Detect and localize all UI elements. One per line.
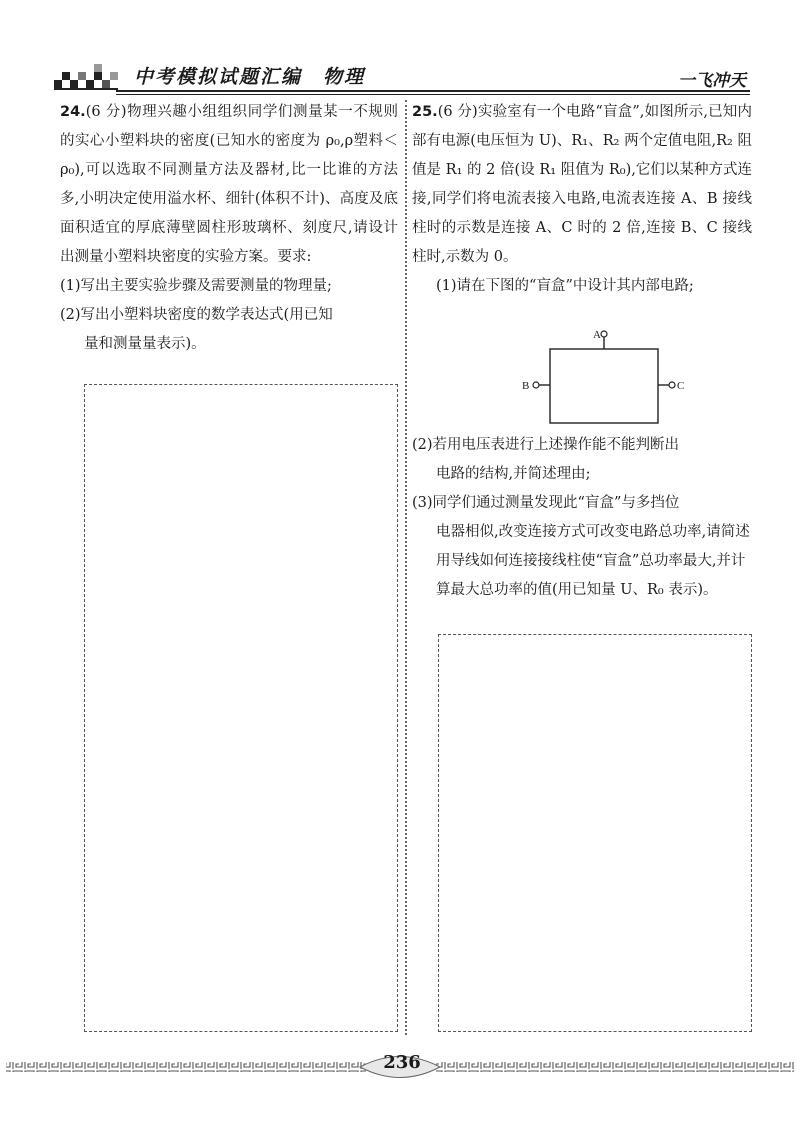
q25-answer-box[interactable] bbox=[438, 634, 752, 1032]
q24-sub2-line2: 量和测量量表示)。 bbox=[84, 336, 206, 352]
q25-sub2-line2: 电路的结构,并简述理由; bbox=[436, 466, 591, 482]
header-rule-thin bbox=[116, 94, 750, 95]
q24-number: 24. bbox=[60, 104, 86, 120]
page-number: 236 bbox=[383, 1052, 421, 1073]
q25-intro bbox=[412, 98, 752, 272]
terminal-c-label: C bbox=[677, 380, 685, 392]
q25-sub3 bbox=[412, 489, 752, 605]
page-header bbox=[54, 60, 750, 94]
blind-box-diagram bbox=[520, 325, 690, 435]
q24-sub2-line1: (2)写出小塑料块密度的数学表达式(用已知 bbox=[60, 307, 333, 323]
q24-intro-text: (6 分)物理兴趣小组组织同学们测量某一不规则的实心小塑料块的密度(已知水的密度为 ρ₀,ρ塑料＜ρ₀),可以选取不同测量方法及器材,比一比谁的方法多,小明决定使用溢水杯、细针(体积不计)、高度及底面积适宜的厚底薄壁圆柱形玻璃杯、刻度尺,请设计出测量小塑料块密度的实验方案。要求: bbox=[60, 104, 398, 265]
q25-sub1: (1)请在下图的“盲盒”中设计其内部电路; bbox=[436, 278, 694, 294]
checker-logo-icon bbox=[54, 62, 118, 92]
question-24 bbox=[60, 98, 398, 359]
q24-answer-box[interactable] bbox=[84, 384, 398, 1032]
q24-intro bbox=[60, 98, 398, 272]
q25-sub3-rest: 电器相似,改变连接方式可改变电路总功率,请简述用导线如何连接接线柱使“盲盒”总功率最大,并计算最大总功率的值(用已知量 U、R₀ 表示)。 bbox=[436, 524, 750, 598]
q24-sub1: (1)写出主要实验步骤及需要测量的物理量; bbox=[60, 278, 332, 294]
q24-sub2 bbox=[60, 301, 398, 359]
header-slogan: 一飞冲天 bbox=[678, 71, 746, 91]
q25-sub3-line1: (3)同学们通过测量发现此“盲盒”与多挡位 bbox=[412, 495, 680, 511]
column-divider bbox=[405, 100, 407, 1035]
q25-intro-text: (6 分)实验室有一个电路“盲盒”,如图所示,已知内部有电源(电压恒为 U)、R₁、R₂ 两个定值电阻,R₂ 阻值是 R₁ 的 2 倍(设 R₁ 阻值为 R₀),它们以某种方式连接,同学们将电流表接入电路,电流表连接 A、B 接线柱时的示数是连接 A、C 时的 2 倍,连接 B、C 接线柱时,示数为 0。 bbox=[412, 104, 752, 265]
q25-sub2-line1: (2)若用电压表进行上述操作能不能判断出 bbox=[412, 437, 680, 453]
blind-box-rect bbox=[550, 349, 658, 423]
terminal-c-icon bbox=[669, 382, 675, 388]
terminal-b-label: B bbox=[522, 380, 530, 392]
q25-sub2 bbox=[412, 431, 752, 489]
terminal-a-icon bbox=[601, 331, 607, 337]
terminal-b-icon bbox=[533, 382, 539, 388]
terminal-a-label: A bbox=[593, 329, 601, 341]
header-rule bbox=[116, 90, 750, 92]
header-title: 中考模拟试题汇编 物理 bbox=[134, 66, 366, 88]
q25-number: 25. bbox=[412, 104, 438, 120]
